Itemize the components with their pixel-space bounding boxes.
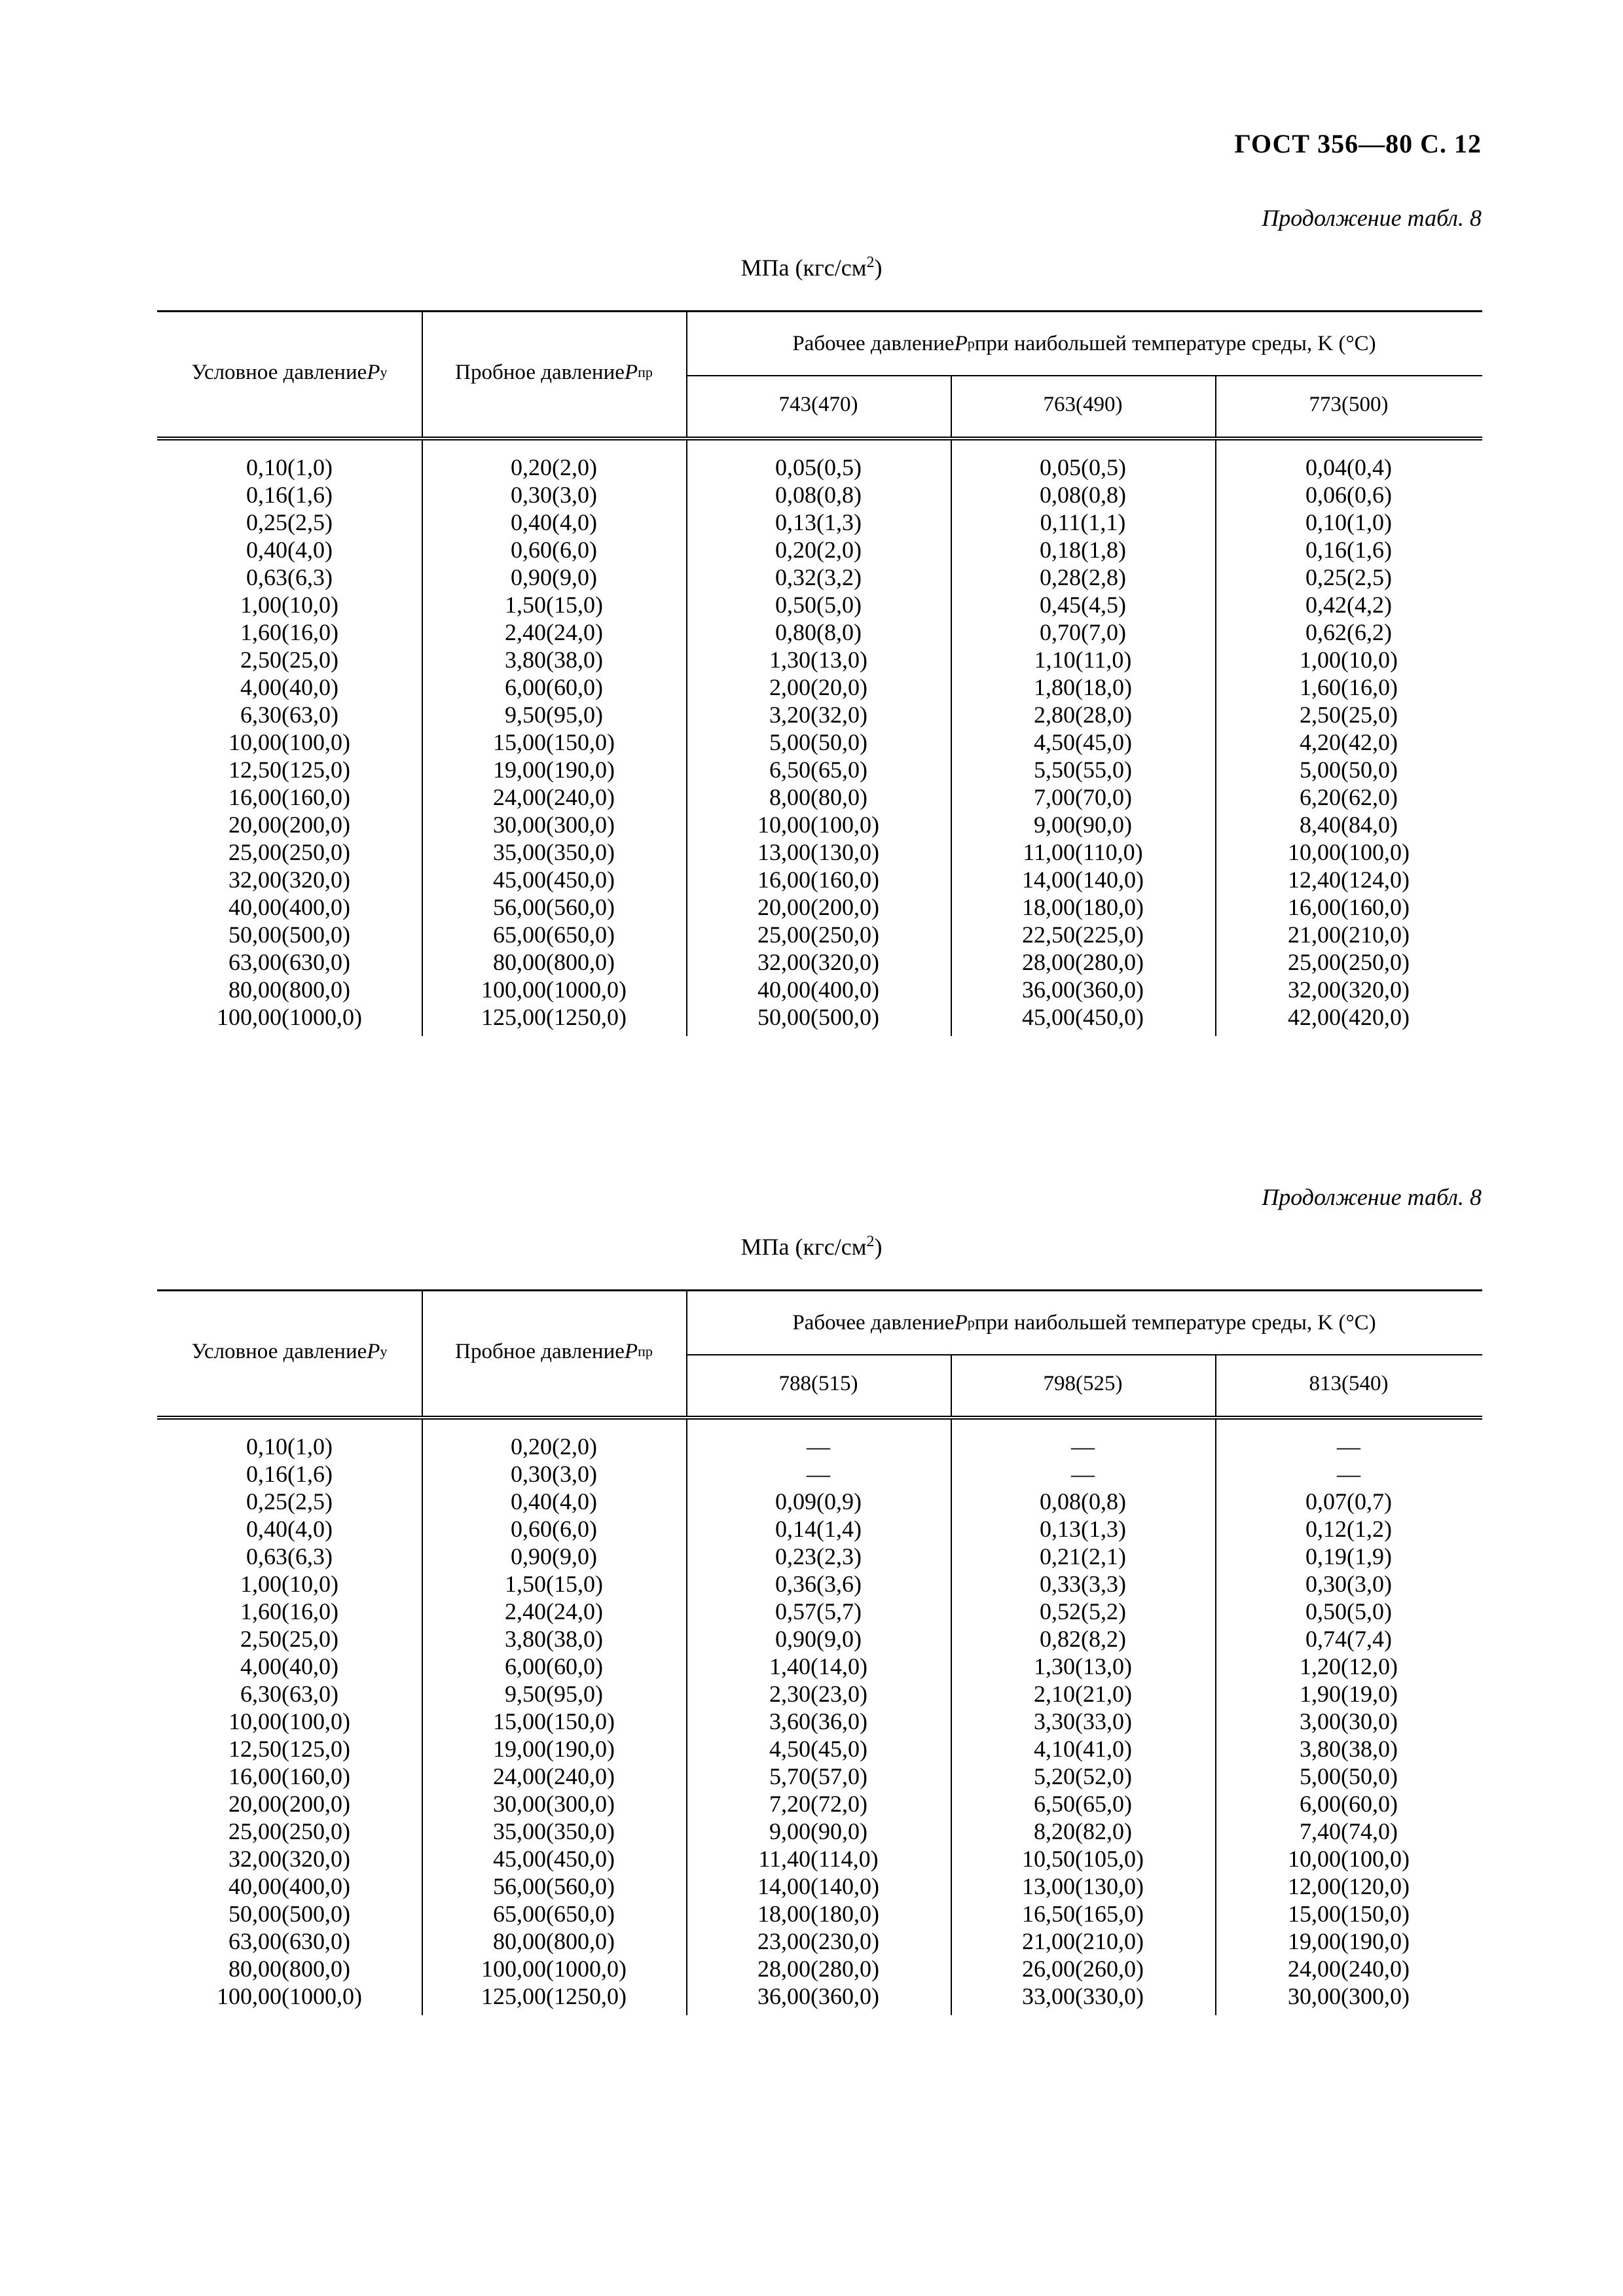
table-body [157,1420,1482,2026]
table-cell: 45,00(450,0) [493,867,615,893]
table-cell: 0,25(2,5) [1305,564,1392,590]
table-cell: 3,00(30,0) [1300,1708,1398,1734]
table-cell: 19,00(190,0) [1288,1928,1410,1954]
table-cell: 33,00(330,0) [1022,1983,1144,2009]
table-cell: 0,40(4,0) [511,1488,597,1515]
page-header: ГОСТ 356—80 С. 12 [1234,129,1482,158]
table-cell: 6,30(63,0) [240,1681,338,1707]
header-symbol: P [624,1339,638,1363]
table-cell: 0,30(3,0) [511,482,597,508]
table-cell: 0,08(0,8) [1040,482,1126,508]
table-cell: 3,80(38,0) [1300,1736,1398,1762]
table-cell: — [1337,1433,1360,1460]
table-cell: 4,00(40,0) [240,674,338,700]
units-superscript: 2 [866,254,875,271]
table-cell: 16,00(160,0) [228,1763,350,1789]
table-cell: 63,00(630,0) [228,1928,350,1954]
working-pressure-column [1215,1433,1482,2010]
table-cell: 5,00(50,0) [1300,757,1398,783]
table-cell: 25,00(250,0) [757,922,879,948]
table-cell: 28,00(280,0) [757,1956,879,1982]
units-close: ) [874,255,883,281]
table-cell: 0,16(1,6) [1305,537,1392,563]
table-cell: 32,00(320,0) [228,1846,350,1872]
table-cell: 1,00(10,0) [240,1571,338,1597]
header-subscript: пр [638,1343,653,1359]
table-cell: 0,90(9,0) [511,564,597,590]
temperature-label: 798(525) [1043,1371,1123,1395]
table-cell: 0,74(7,4) [1305,1626,1392,1652]
table-cell: 80,00(800,0) [493,949,615,975]
table-cell: 0,57(5,7) [775,1598,862,1624]
table-cell: 3,60(36,0) [769,1708,867,1734]
table-cell: 1,60(16,0) [1300,674,1398,700]
table-cell: 2,10(21,0) [1034,1681,1132,1707]
table-cell: 21,00(210,0) [1288,922,1410,948]
table-cell: 50,00(500,0) [228,922,350,948]
table-cell: 4,50(45,0) [1034,729,1132,755]
table-cell: 8,40(84,0) [1300,812,1398,838]
header-text: Условное давление [191,360,367,384]
table-cell: 1,90(19,0) [1300,1681,1398,1707]
header-subscript: у [380,1343,388,1359]
header-symbol: P [624,360,638,384]
working-pressure-column [1215,454,1482,1031]
table-cell: 2,00(20,0) [769,674,867,700]
table-cell: 0,50(5,0) [1305,1598,1392,1624]
table-cell: 0,12(1,2) [1305,1516,1392,1542]
table-cell: 26,00(260,0) [1022,1956,1144,1982]
table-cell: 10,00(100,0) [757,812,879,838]
table-cell: 8,20(82,0) [1034,1818,1132,1844]
header-divider [686,1354,1482,1355]
continuation-note: Продолжение табл. 8 [1262,1184,1482,1210]
table-cell: 0,62(6,2) [1305,619,1392,645]
table-cell: — [1337,1461,1360,1487]
table-cell: 1,80(18,0) [1034,674,1132,700]
table-cell: 0,80(8,0) [775,619,862,645]
table-cell: 10,00(100,0) [1288,1846,1410,1872]
table-cell: — [1071,1461,1095,1487]
header-nominal-pressure [157,1291,422,1412]
table-cell: 8,00(80,0) [769,784,867,810]
table-cell: 0,30(3,0) [1305,1571,1392,1597]
table-cell: 0,40(4,0) [246,1516,333,1542]
table-cell: 12,50(125,0) [228,1736,350,1762]
header-text: Пробное давление [455,1339,625,1363]
table-cell: 23,00(230,0) [757,1928,879,1954]
table-cell: 4,00(40,0) [240,1653,338,1679]
header-text: при наибольшей температуре среды, K (°C) [974,1310,1376,1335]
table-cell: 11,40(114,0) [758,1846,879,1872]
table-cell: 32,00(320,0) [1288,977,1410,1003]
table-cell: 45,00(450,0) [1022,1004,1144,1030]
table-cell: 100,00(1000,0) [481,1956,627,1982]
header-subscript: р [967,1314,975,1331]
table-cell: 19,00(190,0) [493,757,615,783]
table-cell: 2,40(24,0) [505,1598,603,1624]
table-cell: 30,00(300,0) [493,812,615,838]
units-text: МПа (кгс/см [740,1234,867,1260]
table-header [157,310,1482,440]
table-cell: 11,00(110,0) [1023,839,1143,865]
table-cell: 3,20(32,0) [769,702,867,728]
table-cell: 100,00(1000,0) [217,1983,362,2009]
table-cell: 1,00(10,0) [240,592,338,618]
table-cell: 13,00(130,0) [757,839,879,865]
column-divider [1215,376,1216,437]
table-cell: 65,00(650,0) [493,1901,615,1927]
table-cell: 0,90(9,0) [511,1543,597,1570]
column-divider [422,312,423,437]
units-superscript: 2 [866,1233,875,1250]
table-cell: 0,42(4,2) [1305,592,1392,618]
test-pressure-column [422,1433,686,2010]
table-cell: 50,00(500,0) [228,1901,350,1927]
table-cell: 80,00(800,0) [228,977,350,1003]
pressure-table [157,1289,1482,2026]
header-text: Пробное давление [455,360,625,384]
table-cell: 14,00(140,0) [1022,867,1144,893]
table-cell: 0,05(0,5) [775,454,862,480]
table-cell: 18,00(180,0) [1022,894,1144,920]
table-cell: 0,45(4,5) [1040,592,1126,618]
header-working-pressure-group [686,312,1482,375]
table-cell: — [1071,1433,1095,1460]
table-cell: 15,00(150,0) [1288,1901,1410,1927]
table-cell: 0,10(1,0) [246,1433,333,1460]
table-cell: 56,00(560,0) [493,894,615,920]
header-temperature [951,376,1215,433]
table-cell: 125,00(1250,0) [481,1983,627,2009]
table-cell: 1,30(13,0) [1034,1653,1132,1679]
table-cell: 0,05(0,5) [1040,454,1126,480]
table-cell: 13,00(130,0) [1022,1873,1144,1899]
column-divider [951,376,952,437]
table-cell: 40,00(400,0) [228,894,350,920]
table-cell: 15,00(150,0) [493,1708,615,1734]
table-cell: 0,63(6,3) [246,1543,333,1570]
units-text: МПа (кгс/см [740,255,867,281]
header-divider [686,375,1482,376]
table-cell: 36,00(360,0) [1022,977,1144,1003]
table-cell: 80,00(800,0) [228,1956,350,1982]
table-cell: 22,50(225,0) [1022,922,1144,948]
table-cell: 65,00(650,0) [493,922,615,948]
table-cell: 0,07(0,7) [1305,1488,1392,1515]
table-cell: 15,00(150,0) [493,729,615,755]
table-cell: 1,30(13,0) [769,647,867,673]
header-test-pressure [422,1291,686,1412]
table-cell: 2,50(25,0) [1300,702,1398,728]
table-cell: 35,00(350,0) [493,1818,615,1844]
table-cell: 6,30(63,0) [240,702,338,728]
nominal-pressure-column [157,454,422,1031]
table-cell: 30,00(300,0) [493,1791,615,1817]
header-symbol: P [954,331,968,355]
table-cell: 16,00(160,0) [228,784,350,810]
temperature-label: 773(500) [1309,392,1389,416]
table-cell: 0,21(2,1) [1040,1543,1126,1570]
units-label [0,1233,1623,1261]
table-cell: 5,00(50,0) [1300,1763,1398,1789]
table-cell: 12,00(120,0) [1288,1873,1410,1899]
table-cell: 24,00(240,0) [493,784,615,810]
table-cell: 6,00(60,0) [505,674,603,700]
table-cell: 0,09(0,9) [775,1488,862,1515]
table-cell: 0,20(2,0) [511,454,597,480]
header-text: при наибольшей температуре среды, K (°C) [974,331,1376,355]
temperature-label: 763(490) [1043,392,1123,416]
table-cell: 9,00(90,0) [1034,812,1132,838]
table-cell: 1,10(11,0) [1034,647,1132,673]
header-text: Рабочее давление [792,331,955,355]
header-symbol: P [367,360,380,384]
table-cell: 0,14(1,4) [775,1516,862,1542]
table-cell: 45,00(450,0) [493,1846,615,1872]
table-cell: 1,40(14,0) [769,1653,867,1679]
table-header [157,1289,1482,1420]
column-divider [951,1355,952,1416]
table-cell: 32,00(320,0) [757,949,879,975]
table-cell: 100,00(1000,0) [217,1004,362,1030]
table-cell: 1,50(15,0) [505,1571,603,1597]
table-cell: 2,40(24,0) [505,619,603,645]
table-cell: 0,04(0,4) [1305,454,1392,480]
table-cell: 0,19(1,9) [1305,1543,1392,1570]
table-cell: 0,13(1,3) [775,509,862,535]
header-text: Условное давление [191,1339,367,1363]
column-divider [686,1291,687,1416]
table-cell: 2,30(23,0) [769,1681,867,1707]
table-cell: 0,10(1,0) [246,454,333,480]
header-temperature [1215,376,1482,433]
table-cell: 30,00(300,0) [1288,1983,1410,2009]
table-cell: 0,23(2,3) [775,1543,862,1570]
table-cell: 42,00(420,0) [1288,1004,1410,1030]
table-cell: 21,00(210,0) [1022,1928,1144,1954]
table-cell: 4,20(42,0) [1300,729,1398,755]
table-cell: 0,16(1,6) [246,482,333,508]
table-cell: 3,30(33,0) [1034,1708,1132,1734]
table-cell: 0,33(3,3) [1040,1571,1126,1597]
header-temperature [686,1355,951,1412]
table-cell: 6,00(60,0) [1300,1791,1398,1817]
table-cell: 0,25(2,5) [246,509,333,535]
table-cell: 20,00(200,0) [757,894,879,920]
table-cell: 9,00(90,0) [769,1818,867,1844]
table-cell: 0,60(6,0) [511,1516,597,1542]
header-test-pressure [422,312,686,433]
table-cell: 0,08(0,8) [775,482,862,508]
table-cell: 0,63(6,3) [246,564,333,590]
table-cell: 7,00(70,0) [1034,784,1132,810]
header-subscript: р [967,335,975,351]
table-cell: 25,00(250,0) [1288,949,1410,975]
table-cell: 25,00(250,0) [228,1818,350,1844]
table-cell: 19,00(190,0) [493,1736,615,1762]
working-pressure-column [951,454,1215,1031]
table-cell: 24,00(240,0) [1288,1956,1410,1982]
table-cell: 7,40(74,0) [1300,1818,1398,1844]
table-cell: 80,00(800,0) [493,1928,615,1954]
table-cell: 0,18(1,8) [1040,537,1126,563]
table-cell: 2,50(25,0) [240,1626,338,1652]
table-cell: 40,00(400,0) [757,977,879,1003]
table-cell: 6,20(62,0) [1300,784,1398,810]
table-cell: 1,20(12,0) [1300,1653,1398,1679]
header-subscript: пр [638,364,653,380]
header-symbol: P [367,1339,380,1363]
table-cell: 0,52(5,2) [1040,1598,1126,1624]
table-cell: 6,00(60,0) [505,1653,603,1679]
table-cell: 5,00(50,0) [769,729,867,755]
table-cell: 4,50(45,0) [769,1736,867,1762]
table-cell: 0,13(1,3) [1040,1516,1126,1542]
header-working-pressure-group [686,1291,1482,1354]
temperature-label: 813(540) [1309,1371,1389,1395]
table-body [157,440,1482,1047]
header-nominal-pressure [157,312,422,433]
table-cell: 0,06(0,6) [1305,482,1392,508]
table-cell: 5,50(55,0) [1034,757,1132,783]
table-cell: 18,00(180,0) [757,1901,879,1927]
header-subscript: у [380,364,388,380]
table-cell: 1,00(10,0) [1300,647,1398,673]
table-cell: 0,32(3,2) [775,564,862,590]
table-cell: 0,11(1,1) [1040,509,1126,535]
table-cell: 35,00(350,0) [493,839,615,865]
table-cell: 2,50(25,0) [240,647,338,673]
header-text: Рабочее давление [792,1310,955,1335]
table-cell: 9,50(95,0) [505,1681,603,1707]
table-cell: 0,50(5,0) [775,592,862,618]
working-pressure-column [951,1433,1215,2010]
units-label [0,254,1623,281]
table-cell: 0,16(1,6) [246,1461,333,1487]
table-cell: 3,80(38,0) [505,647,603,673]
table-cell: 0,36(3,6) [775,1571,862,1597]
column-divider [686,312,687,437]
table-cell: 0,20(2,0) [775,537,862,563]
table-cell: 1,60(16,0) [240,619,338,645]
table-cell: 56,00(560,0) [493,1873,615,1899]
temperature-label: 743(470) [778,392,858,416]
table-cell: 0,60(6,0) [511,537,597,563]
table-cell: 12,40(124,0) [1288,867,1410,893]
table-cell: 14,00(140,0) [757,1873,879,1899]
table-cell: 16,00(160,0) [757,867,879,893]
table-cell: 3,80(38,0) [505,1626,603,1652]
table-cell: 24,00(240,0) [493,1763,615,1789]
table-cell: 100,00(1000,0) [481,977,627,1003]
test-pressure-column [422,454,686,1031]
table-cell: — [807,1433,830,1460]
table-cell: 6,50(65,0) [769,757,867,783]
table-cell: 0,30(3,0) [511,1461,597,1487]
table-cell: 28,00(280,0) [1022,949,1144,975]
table-cell: 32,00(320,0) [228,867,350,893]
nominal-pressure-column [157,1433,422,2010]
table-cell: — [807,1461,830,1487]
table-cell: 36,00(360,0) [757,1983,879,2009]
header-temperature [951,1355,1215,1412]
table-cell: 16,50(165,0) [1022,1901,1144,1927]
header-temperature [1215,1355,1482,1412]
table-cell: 1,50(15,0) [505,592,603,618]
table-cell: 0,40(4,0) [511,509,597,535]
table-cell: 1,60(16,0) [240,1598,338,1624]
table-cell: 20,00(200,0) [228,812,350,838]
header-symbol: P [954,1310,968,1335]
table-cell: 6,50(65,0) [1034,1791,1132,1817]
table-cell: 0,70(7,0) [1040,619,1126,645]
table-cell: 0,90(9,0) [775,1626,862,1652]
table-cell: 40,00(400,0) [228,1873,350,1899]
working-pressure-column [686,454,951,1031]
column-divider [1215,1355,1216,1416]
table-cell: 0,28(2,8) [1040,564,1126,590]
table-cell: 0,82(8,2) [1040,1626,1126,1652]
pressure-table [157,310,1482,1047]
table-cell: 5,70(57,0) [769,1763,867,1789]
units-close: ) [874,1234,883,1260]
table-cell: 5,20(52,0) [1034,1763,1132,1789]
working-pressure-column [686,1433,951,2010]
table-cell: 7,20(72,0) [769,1791,867,1817]
table-cell: 12,50(125,0) [228,757,350,783]
table-cell: 0,40(4,0) [246,537,333,563]
table-cell: 10,00(100,0) [1288,839,1410,865]
continuation-note: Продолжение табл. 8 [1262,205,1482,231]
table-cell: 0,25(2,5) [246,1488,333,1515]
table-cell: 10,00(100,0) [228,1708,350,1734]
table-cell: 0,08(0,8) [1040,1488,1126,1515]
header-temperature [686,376,951,433]
table-cell: 50,00(500,0) [757,1004,879,1030]
table-cell: 0,10(1,0) [1305,509,1392,535]
table-cell: 4,10(41,0) [1034,1736,1132,1762]
temperature-label: 788(515) [778,1371,858,1395]
table-cell: 10,00(100,0) [228,729,350,755]
table-cell: 16,00(160,0) [1288,894,1410,920]
table-cell: 0,20(2,0) [511,1433,597,1460]
table-cell: 10,50(105,0) [1022,1846,1144,1872]
table-cell: 125,00(1250,0) [481,1004,627,1030]
table-cell: 9,50(95,0) [505,702,603,728]
table-cell: 63,00(630,0) [228,949,350,975]
table-cell: 25,00(250,0) [228,839,350,865]
table-cell: 20,00(200,0) [228,1791,350,1817]
column-divider [422,1291,423,1416]
table-cell: 2,80(28,0) [1034,702,1132,728]
